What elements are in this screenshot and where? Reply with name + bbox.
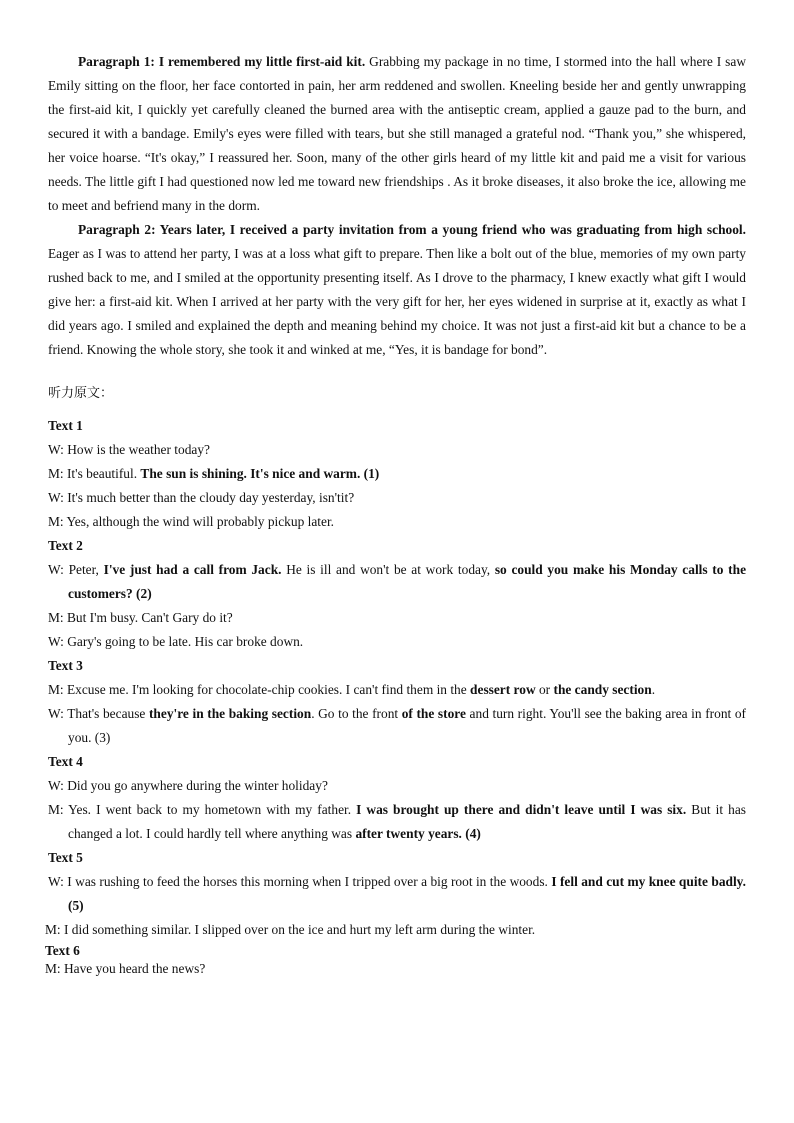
paragraph-2-lead: Paragraph 2: Years later, I received a party invitation from a young friend who was graduating from high school. — [78, 222, 746, 237]
listening-script — [45, 414, 747, 978]
text-2-label: Text 2 — [48, 538, 83, 553]
text-1-line-1: W: How is the weather today? — [48, 442, 210, 457]
text-5-line-2: M: I did something similar. I slipped over on the ice and hurt my left arm during the winter. — [45, 922, 536, 937]
text-3-label: Text 3 — [48, 658, 83, 673]
text-2-line-3: W: Gary's going to be late. His car broke down. — [48, 634, 304, 649]
paragraph-1-body: Grabbing my package in no time, I stormed into the hall where I saw Emily sitting on the floor, her face contorted in pain, her arm reddened and swollen. Kneeling beside her and gently unwrapping the first-aid kit, I quickly yet carefully cleaned the burned area with the antiseptic cream, applied a gauze pad to the burn, and secured it with a bandage. Emily's eyes were filled with tears, but she still managed a grateful nod. “Thank you,” she whispered, her voice hoarse. “It's okay,” I reassured her. Soon, many of the other girls heard of my little kit and paid me a visit for various needs. The little gift I had questioned now led me toward new friendships . As it broke diseases, it also broke the ice, allowing me to meet and befriend many in the dorm. — [48, 54, 747, 213]
paragraph-1 — [48, 50, 746, 218]
text-4-line-2: M: Yes. I went back to my hometown with my father. I was brought up there and didn't leave until I was six. But it has changed a lot. I could hardly tell where anything was after twenty years. (4) — [48, 802, 747, 841]
text-2-line-1: W: Peter, I've just had a call from Jack. He is ill and won't be at work today, so could you make his Monday calls to the customers? (2) — [48, 562, 747, 601]
text-1-line-3: W: It's much better than the cloudy day yesterday, isn'tit? — [48, 490, 355, 505]
listening-heading: 听力原文： — [48, 386, 114, 401]
document-page — [45, 50, 747, 978]
paragraph-1-lead: Paragraph 1: I remembered my little first-aid kit. — [78, 54, 366, 69]
text-6-line-1: M: Have you heard the news? — [45, 961, 206, 976]
text-4-label: Text 4 — [48, 754, 83, 769]
text-5-line-1: W: I was rushing to feed the horses this morning when I tripped over a big root in the woods. I fell and cut my knee quite badly. (5) — [48, 874, 746, 913]
text-1-line-2: M: It's beautiful. The sun is shining. It's nice and warm. (1) — [48, 466, 380, 481]
text-1-line-4: M: Yes, although the wind will probably pickup later. — [48, 514, 335, 529]
text-1-label: Text 1 — [48, 418, 83, 433]
text-3-line-2: W: That's because they're in the baking section. Go to the front of the store and turn right. You'll see the baking area in front of you. (3) — [48, 706, 746, 745]
paragraph-2 — [48, 218, 746, 362]
text-2-line-2: M: But I'm busy. Can't Gary do it? — [48, 610, 233, 625]
text-6-label: Text 6 — [45, 943, 80, 958]
text-3-line-1: M: Excuse me. I'm looking for chocolate-chip cookies. I can't find them in the dessert row or the candy section. — [48, 682, 656, 697]
text-4-line-1: W: Did you go anywhere during the winter holiday? — [48, 778, 328, 793]
text-5-label: Text 5 — [48, 850, 83, 865]
paragraph-2-body: Eager as I was to attend her party, I was at a loss what gift to prepare. Then like a bolt out of the blue, memories of my own party rushed back to me, and I smiled at the opportunity presenting itself. As I drove to the pharmacy, I knew exactly what gift I would give her: a first-aid kit. When I arrived at her party with the very gift for her, her eyes widened in surprise at it, exactly as what I did years ago. I smiled and explained the depth and meaning behind my choice. It was not just a first-aid kit but a chance to be a friend. Knowing the whole story, she took it and winked at me, “Yes, it is bandage for bond”. — [48, 246, 746, 357]
